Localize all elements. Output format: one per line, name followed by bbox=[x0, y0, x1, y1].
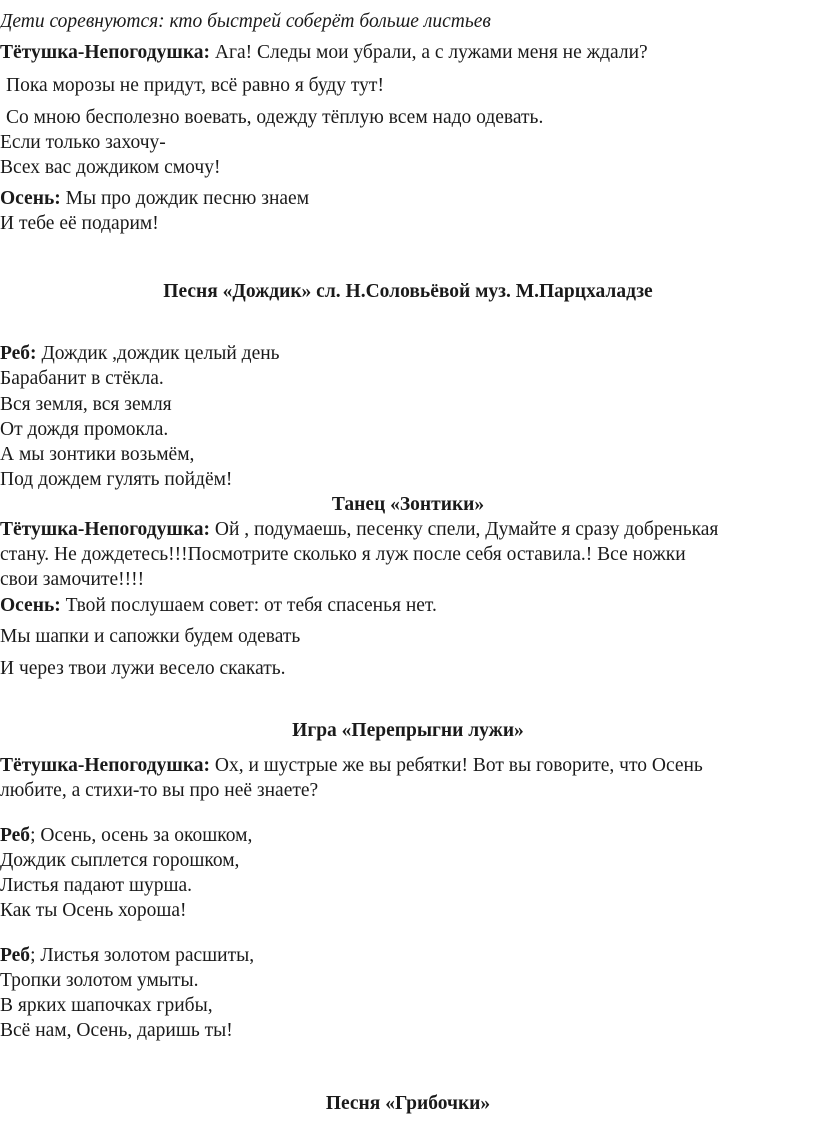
dialogue-line: И тебе её подарим! bbox=[0, 213, 159, 234]
poem-line: Всё нам, Осень, даришь ты! bbox=[0, 1020, 233, 1041]
speech-text: Ага! Следы мои убрали, а с лужами меня не ждали? bbox=[210, 42, 648, 63]
dialogue-line bbox=[0, 43, 648, 63]
speech-text: Дождик ,дождик целый день bbox=[36, 343, 280, 364]
poem-line: А мы зонтики возьмём, bbox=[0, 444, 195, 465]
dialogue-line: Если только захочу- bbox=[0, 132, 166, 153]
speaker-label: Реб: bbox=[0, 343, 37, 364]
dialogue-line: И через твои лужи весело скакать. bbox=[0, 658, 286, 679]
poem-line: Тропки золотом умыты. bbox=[0, 970, 199, 991]
dialogue-line: Со мною бесполезно воевать, одежду тёплую всем надо одевать. bbox=[6, 107, 544, 128]
speaker-label: Осень: bbox=[0, 595, 61, 616]
poem-line: Барабанит в стёкла. bbox=[0, 368, 164, 389]
speech-text: Твой послушаем совет: от тебя спасенья нет. bbox=[60, 595, 437, 616]
dialogue-line: свои замочите!!!! bbox=[0, 569, 145, 590]
dialogue-line: любите, а стихи-то вы про неё знаете? bbox=[0, 780, 319, 801]
dialogue-line bbox=[0, 946, 254, 966]
speaker-label: Реб bbox=[0, 945, 31, 966]
dialogue-line: Мы шапки и сапожки будем одевать bbox=[0, 626, 301, 647]
speaker-label: Тётушка-Непогодушка: bbox=[0, 42, 211, 63]
dialogue-line: стану. Не дождетесь!!!Посмотрите сколько я луж после себя оставила.! Все ножки bbox=[0, 544, 686, 565]
section-heading: Танец «Зонтики» bbox=[331, 494, 485, 515]
dialogue-line bbox=[0, 520, 718, 540]
speech-text: Ох, и шустрые же вы ребятки! Вот вы говорите, что Осень bbox=[210, 755, 703, 776]
speech-text: ; Осень, осень за окошком, bbox=[30, 825, 253, 846]
poem-line: Листья падают шурша. bbox=[0, 875, 193, 896]
speech-text: Ой , подумаешь, песенку спели, Думайте я сразу добренькая bbox=[210, 519, 719, 540]
poem-line: От дождя промокла. bbox=[0, 419, 169, 440]
section-heading: Игра «Перепрыгни лужи» bbox=[292, 720, 524, 741]
intro-line: Дети соревнуются: кто быстрей соберёт больше листьев bbox=[0, 11, 491, 32]
speaker-label: Осень: bbox=[0, 188, 61, 209]
poem-line: Как ты Осень хороша! bbox=[0, 900, 187, 921]
section-heading: Песня «Дождик» сл. Н.Соловьёвой муз. М.Парцхаладзе bbox=[163, 281, 653, 302]
poem-line: В ярких шапочках грибы, bbox=[0, 995, 213, 1016]
speaker-label: Реб bbox=[0, 825, 31, 846]
poem-line: Дождик сыплется горошком, bbox=[0, 850, 240, 871]
section-heading: Песня «Грибочки» bbox=[325, 1093, 491, 1114]
dialogue-line bbox=[0, 344, 280, 364]
poem-line: Под дождем гулять пойдём! bbox=[0, 469, 233, 490]
poem-line: Вся земля, вся земля bbox=[0, 394, 172, 415]
speech-text: ; Листья золотом расшиты, bbox=[30, 945, 255, 966]
dialogue-line: Всех вас дождиком смочу! bbox=[0, 157, 221, 178]
dialogue-line: Пока морозы не придут, всё равно я буду тут! bbox=[6, 75, 384, 96]
speaker-label: Тётушка-Непогодушка: bbox=[0, 755, 211, 776]
dialogue-line bbox=[0, 756, 703, 776]
dialogue-line bbox=[0, 826, 252, 846]
speech-text: Мы про дождик песню знаем bbox=[60, 188, 310, 209]
dialogue-line bbox=[0, 596, 437, 616]
speaker-label: Тётушка-Непогодушка: bbox=[0, 519, 211, 540]
dialogue-line bbox=[0, 189, 309, 209]
